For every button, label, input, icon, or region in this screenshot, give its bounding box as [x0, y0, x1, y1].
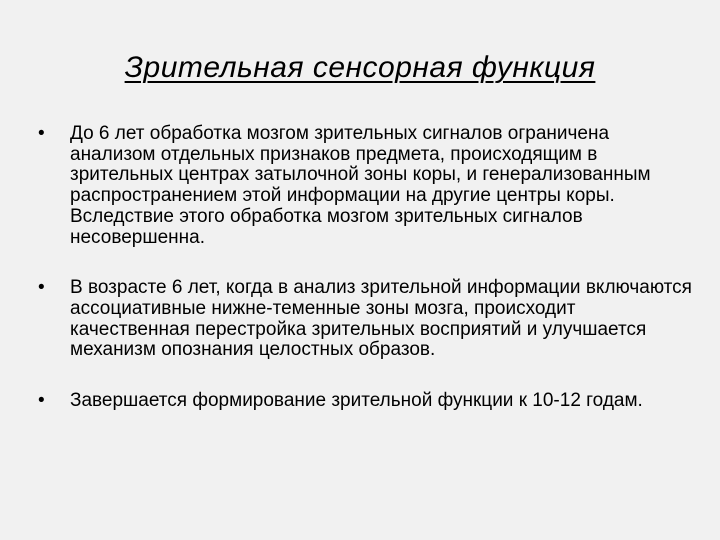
- bullet-item: [38, 278, 698, 361]
- bullet-marker: •: [38, 277, 45, 299]
- bullet-text: В возрасте 6 лет, когда в анализ зрительной информации включаются ассоциативные нижне-теменные зоны мозга, происходит качественная перестройка зрительных восприятий и улучшается механизм опознания целостных образов.: [70, 277, 692, 361]
- bullet-text: Завершается формирование зрительной функции к 10-12 годам.: [70, 390, 643, 412]
- bullet-item: [38, 124, 698, 248]
- bullet-item: [38, 391, 698, 412]
- bullet-marker: •: [38, 390, 45, 412]
- bullet-list: [38, 124, 698, 442]
- bullet-text: До 6 лет обработка мозгом зрительных сигналов ограничена анализом отдельных признаков предмета, происходящим в зрительных центрах затылочной зоны коры, и генерализованным распространением этой информации на другие центры коры. Вследствие этого обработка мозгом зрительных сигналов несовершенна.: [70, 123, 651, 248]
- slide-title: Зрительная сенсорная функция: [124, 51, 596, 84]
- bullet-marker: •: [38, 123, 45, 144]
